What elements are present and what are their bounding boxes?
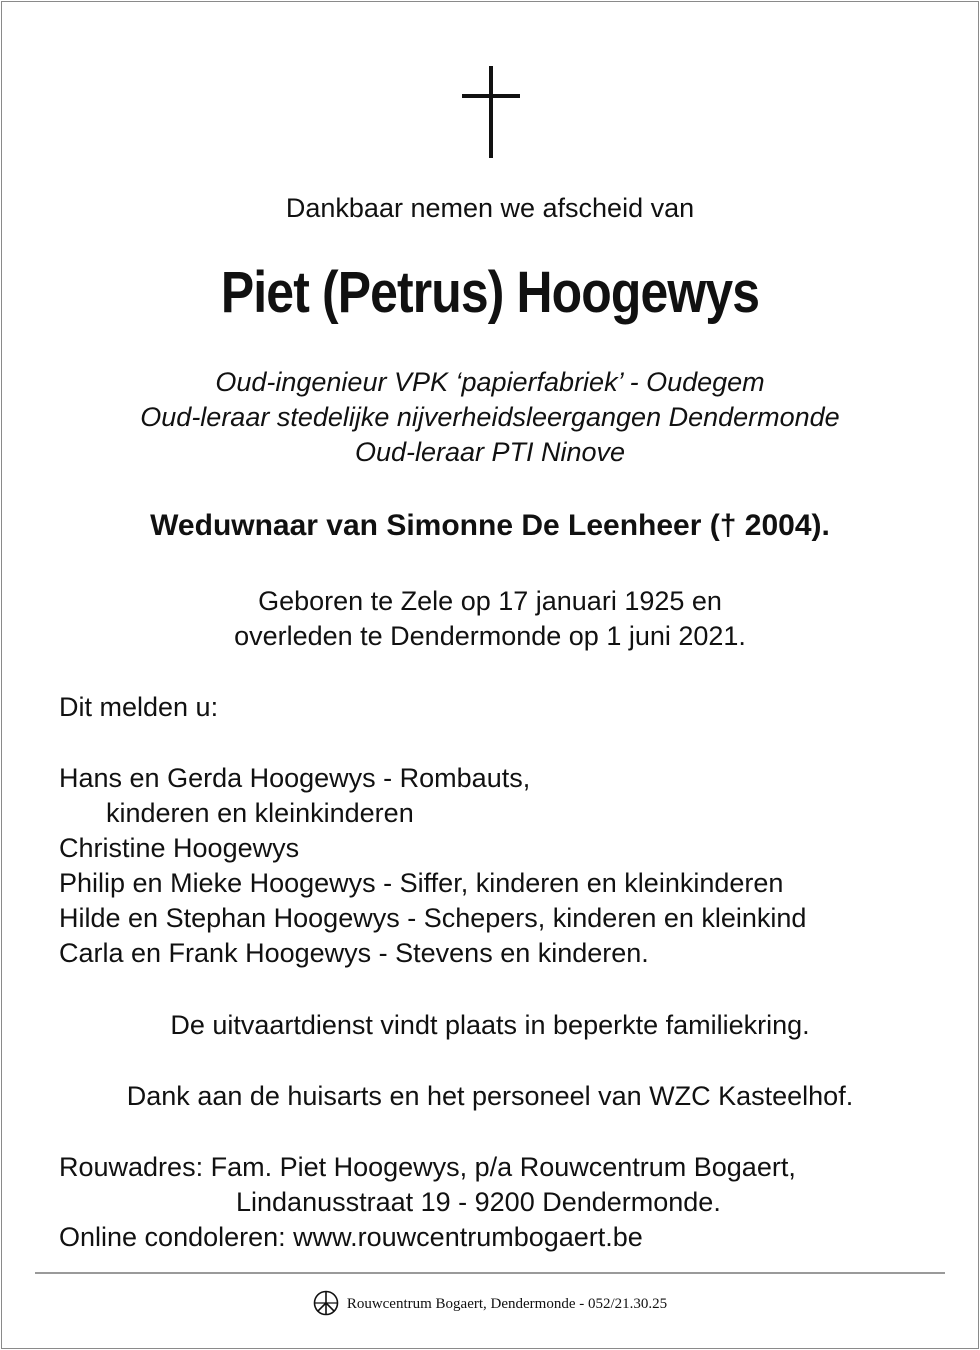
family-line: Hilde en Stephan Hoogewys - Schepers, kinderen en kleinkind xyxy=(59,903,807,933)
title-line: Oud-leraar PTI Ninove xyxy=(354,437,626,467)
mourning-address xyxy=(59,1150,796,1255)
announce-text: Dit melden u: xyxy=(59,692,219,722)
footer-divider xyxy=(35,1272,945,1274)
life-dates xyxy=(0,584,980,654)
peace-logo-icon xyxy=(313,1290,339,1316)
birth-line: Geboren te Zele op 17 januari 1925 en xyxy=(258,586,722,616)
spouse-line: Weduwnaar van Simonne De Leenheer († 2004). xyxy=(150,509,830,542)
cross-icon xyxy=(462,66,520,158)
thanks-notice: Dank aan de huisarts en het personeel van WZC Kasteelhof. xyxy=(126,1081,854,1111)
service-notice: De uitvaartdienst vindt plaats in beperkte familiekring. xyxy=(170,1010,810,1040)
family-line: Philip en Mieke Hoogewys - Siffer, kinderen en kleinkinderen xyxy=(59,868,784,898)
address-line: Lindanusstraat 19 - 9200 Dendermonde. xyxy=(236,1187,721,1217)
footer xyxy=(0,1290,980,1318)
family-line: Christine Hoogewys xyxy=(59,833,300,863)
family-line: Carla en Frank Hoogewys - Stevens en kinderen. xyxy=(59,938,649,968)
professional-titles xyxy=(0,365,980,470)
footer-text: Rouwcentrum Bogaert, Dendermonde - 052/21.30.25 xyxy=(346,1296,668,1312)
family-list xyxy=(59,761,806,971)
deceased-name: Piet (Petrus) Hoogewys xyxy=(220,260,760,325)
death-line: overleden te Dendermonde op 1 juni 2021. xyxy=(234,621,746,651)
family-line: Hans en Gerda Hoogewys - Rombauts, xyxy=(59,763,531,793)
intro-text: Dankbaar nemen we afscheid van xyxy=(285,193,695,223)
address-line: Rouwadres: Fam. Piet Hoogewys, p/a Rouwcentrum Bogaert, xyxy=(59,1152,796,1182)
condolence-line: Online condoleren: www.rouwcentrumbogaert.be xyxy=(59,1222,643,1252)
family-line: kinderen en kleinkinderen xyxy=(106,798,414,828)
title-line: Oud-leraar stedelijke nijverheidsleergangen Dendermonde xyxy=(140,402,840,432)
title-line: Oud-ingenieur VPK ‘papierfabriek’ - Oudegem xyxy=(215,367,765,397)
